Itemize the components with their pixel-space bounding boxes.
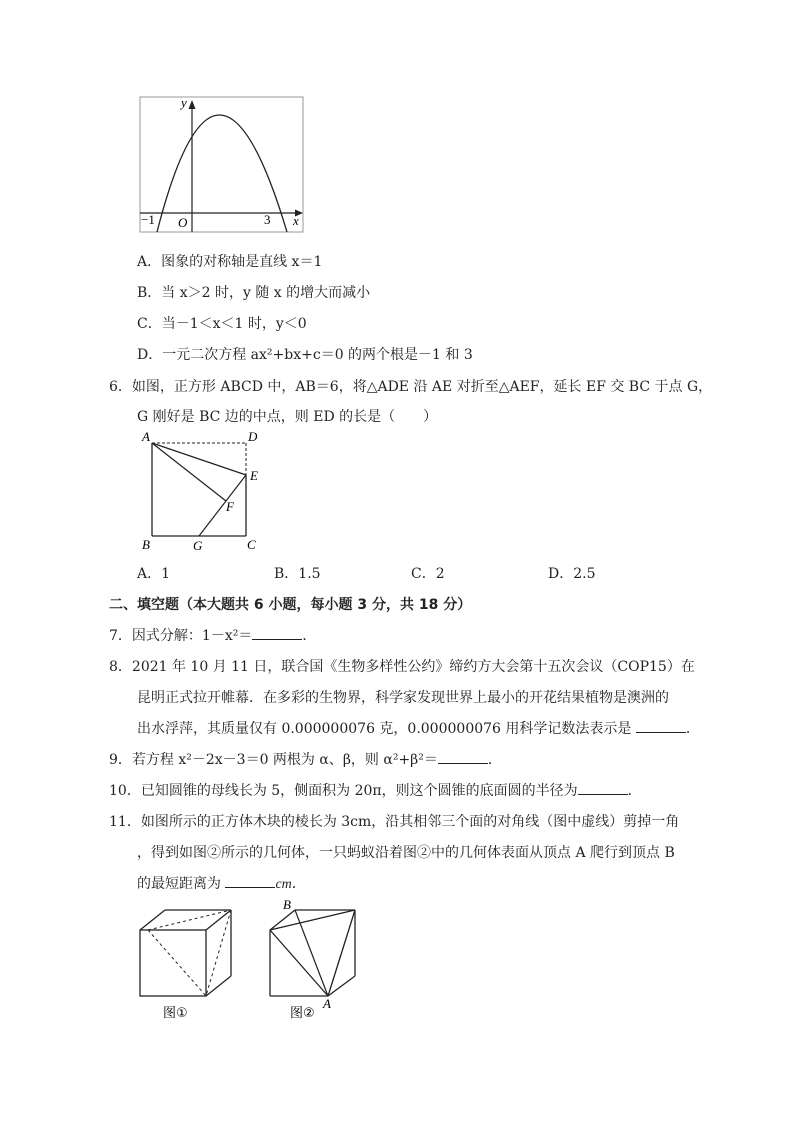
q5-option-c: C．当－1＜x＜1 时，y＜0 — [137, 316, 307, 332]
label-c: C — [247, 537, 256, 552]
cube1-dashed-side-diagonal — [206, 910, 231, 996]
fig2-caption: 图② — [290, 1006, 315, 1021]
figure-frame — [140, 97, 303, 232]
segment-ae — [152, 443, 246, 475]
tick-label-three: 3 — [264, 212, 271, 227]
q11-text-line1: 11．如图所示的正方体木块的棱长为 3cm，沿其相邻三个面的对角线（图中虚线）剪掉一角 — [109, 814, 680, 830]
label-a: A — [142, 429, 150, 444]
parabola-figure — [137, 94, 307, 236]
label-f: F — [226, 499, 234, 514]
q9-end: ． — [487, 752, 502, 768]
q10 — [109, 780, 642, 800]
q11-answer-blank[interactable] — [225, 875, 275, 888]
q7-answer-blank[interactable] — [252, 627, 302, 640]
fig1-caption: 图① — [163, 1006, 188, 1021]
q6-option-b: B．1.5 — [274, 566, 321, 582]
label-a-vertex: A — [323, 996, 331, 1011]
tick-label-minus-one: −1 — [141, 212, 155, 227]
q8-answer-blank[interactable] — [636, 720, 686, 733]
q8-text-line3: 出水浮萍，其质量仅有 0.000000076 克，0.000000076 用科学记数法表示是 — [137, 721, 632, 737]
q8-end: ． — [685, 721, 700, 737]
square-figure — [137, 428, 267, 554]
cube2-cut-diagonal-side — [328, 910, 355, 996]
q11-text-line2: ，得到如图②所示的几何体，一只蚂蚁沿着图②中的几何体表面从顶点 A 爬行到顶点 B — [137, 845, 675, 861]
q11-line3 — [137, 873, 306, 893]
q7-text: 7．因式分解：1－x²＝ — [109, 628, 253, 644]
x-axis-label: x — [293, 213, 299, 228]
y-axis-label: y — [181, 95, 187, 110]
cube2-cut-diagonal-front — [270, 930, 328, 996]
cube1-bottom-right-edge — [206, 976, 231, 996]
label-b-vertex: B — [283, 897, 291, 912]
q10-text: 10．已知圆锥的母线长为 5，侧面积为 20π，则这个圆锥的底面圆的半径为 — [109, 783, 578, 799]
label-g: G — [193, 538, 203, 553]
cube2-bottom-right-edge — [328, 976, 355, 996]
cube-figure-2 — [262, 897, 372, 1025]
label-b: B — [142, 537, 150, 552]
q11-end: ． — [291, 876, 306, 892]
cube-figure-1 — [135, 905, 245, 1025]
q11-unit: cm — [275, 877, 292, 892]
q11-text-line3: 的最短距离为 — [137, 876, 221, 892]
q6-text-line1: 6．如图，正方形 ABCD 中，AB＝6，将△ADE 沿 AE 对折至△AEF，延长 EF 交 BC 于点 G， — [109, 379, 713, 395]
q5-option-a: A．图象的对称轴是直线 x＝1 — [137, 254, 323, 270]
section-heading: 二、填空题（本大题共 6 小题，每小题 3 分，共 18 分） — [109, 597, 472, 613]
label-e: E — [250, 468, 258, 483]
q9-answer-blank[interactable] — [438, 751, 488, 764]
segment-eg — [199, 475, 246, 536]
q8-line3 — [137, 718, 700, 738]
q6-option-d: D．2.5 — [548, 566, 596, 582]
cube1-dashed-front-diagonal — [148, 930, 206, 996]
q5-option-d: D．一元二次方程 ax²+bx+c＝0 的两个根是－1 和 3 — [137, 347, 473, 363]
label-d: D — [248, 429, 258, 444]
q8-text-line2: 昆明正式拉开帷幕．在多彩的生物界，科学家发现世界上最小的开花结果植物是澳洲的 — [137, 690, 669, 706]
y-axis-arrow — [189, 100, 196, 109]
q10-end: ． — [627, 783, 642, 799]
q5-option-b: B．当 x＞2 时，y 随 x 的增大而减小 — [137, 285, 371, 301]
q10-answer-blank[interactable] — [578, 782, 628, 795]
segment-af — [152, 443, 226, 501]
origin-label: O — [178, 215, 188, 230]
q9-text: 9．若方程 x²－2x－3＝0 两根为 α、β，则 α²+β²＝ — [109, 752, 438, 768]
cube2-inner-fold — [295, 910, 328, 996]
q9 — [109, 749, 502, 769]
q7-end: ． — [302, 628, 317, 644]
q6-text-line2: G 刚好是 BC 边的中点，则 ED 的长是（ ） — [137, 409, 438, 425]
cube1-front-face — [140, 930, 206, 996]
q6-option-a: A．1 — [137, 566, 171, 582]
q6-option-c: C．2 — [411, 566, 445, 582]
q7 — [109, 625, 316, 645]
q8-text-line1: 8．2021 年 10 月 11 日，联合国《生物多样性公约》缔约方大会第十五次会议（COP15）在 — [109, 659, 695, 675]
